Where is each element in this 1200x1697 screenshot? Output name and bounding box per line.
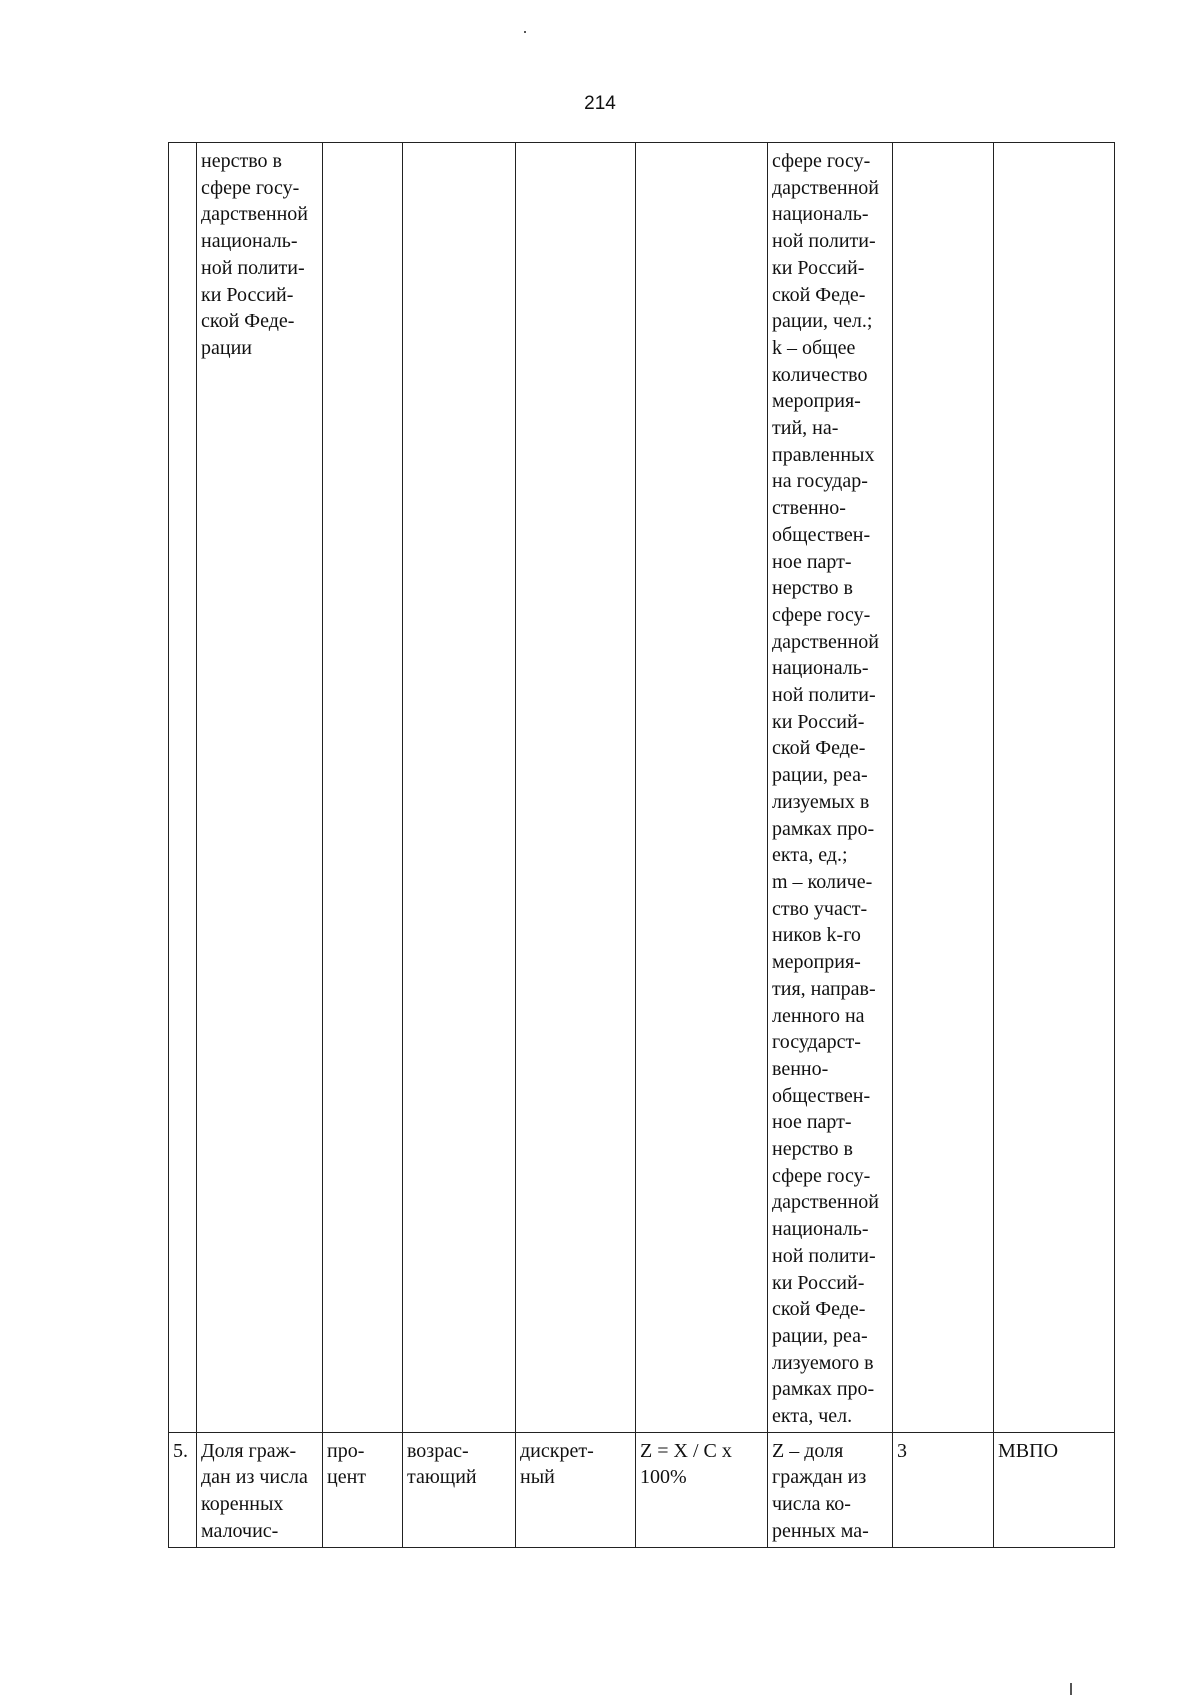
scan-speck	[524, 31, 526, 33]
cell-unit	[323, 143, 403, 1433]
indicators-table	[168, 142, 1115, 1548]
cell-value: 3	[893, 1432, 994, 1547]
cell-number	[169, 143, 197, 1433]
cell-description: сфере госу- дарственной националь- ной полити- ки Россий- ской Феде- рации, чел.; k – общее количество мероприя- тий, на- правленных на государ- ственно- обществен- ное парт- нерство в сфере госу- дарственной националь- ной полити- ки Россий- ской Феде- рации, реа- лизуемых в рамках про- екта, ед.; m – количе- ство участ- ников k-го мероприя- тия, направ- ленного на государст- венно- обществен- ное парт- нерство в сфере госу- дарственной националь- ной полити- ки Россий- ской Феде- рации, реа- лизуемого в рамках про- екта, чел.	[768, 143, 893, 1433]
cell-type	[516, 143, 636, 1433]
cell-formula	[636, 143, 768, 1433]
cell-source: МВПО	[994, 1432, 1115, 1547]
cell-number: 5.	[169, 1432, 197, 1547]
cell-formula: Z = X / C x 100%	[636, 1432, 768, 1547]
cell-description: Z – доля граждан из числа ко- ренных ма-	[768, 1432, 893, 1547]
cell-unit: про- цент	[323, 1432, 403, 1547]
table-row	[169, 1432, 1115, 1547]
cell-indicator-name: Доля граж- дан из числа коренных малочис-	[197, 1432, 323, 1547]
cell-dynamics	[403, 143, 516, 1433]
cell-value	[893, 143, 994, 1433]
cell-dynamics: возрас- тающий	[403, 1432, 516, 1547]
cell-type: дискрет- ный	[516, 1432, 636, 1547]
scan-mark	[1070, 1683, 1072, 1695]
cell-source	[994, 143, 1115, 1433]
cell-indicator-name: нерство в сфере госу- дарственной националь- ной полити- ки Россий- ской Феде- рации	[197, 143, 323, 1433]
table-row	[169, 143, 1115, 1433]
page-number: 214	[584, 93, 616, 114]
